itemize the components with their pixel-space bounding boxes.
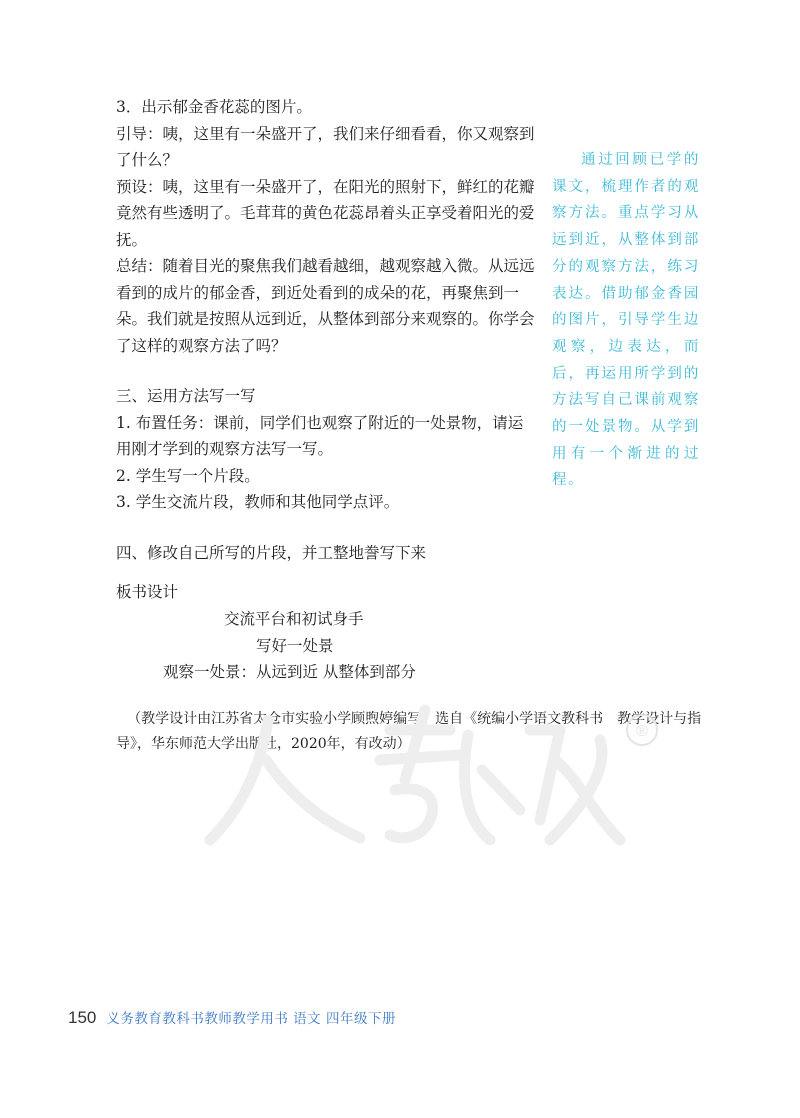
margin-note-text: 通过回顾已学的课文，梳理作者的观察方法。重点学习从远到近，从整体到部分的观察方法，练习表达。借助郁金香园的图片，引导学生边观察，边表达，而后，再运用所学到的方法写自己课前观察的一处景物。从学到用有一个渐进的过程。 — [552, 152, 700, 489]
page-footer — [68, 1007, 396, 1031]
section-3-item-3: 3. 学生交流片段，教师和其他同学点评。 — [116, 493, 400, 511]
section-3-item-2: 2. 学生写一个片段。 — [116, 466, 260, 485]
paragraph-summary: 总结：随着目光的聚焦我们越看越细，越观察越入微。从远远看到的成片的郁金香，到近处看到的成朵的花，再聚焦到一朵。我们就是按照从远到近，从整体到部分来观察的。你学会了这样的观察方法了吗？ — [116, 257, 535, 355]
book-title: 义务教育教科书教师教学用书 语文 四年级下册 — [106, 1011, 396, 1027]
section-3-title: 三、运用方法写一写 — [116, 387, 256, 405]
citation-text: （教学设计由江苏省太仓市实验小学顾煦婷编写，选自《统编小学语文教科书 教学设计与指导》，华东师范大学出版社，2020年，有改动） — [116, 711, 702, 752]
board-design-title: 板书设计 — [116, 583, 179, 601]
board-line-2: 写好一处景 — [256, 637, 334, 655]
paragraph-show-pistil: 3．出示郁金香花蕊的图片。 — [116, 98, 312, 116]
registered-mark: ® — [636, 723, 648, 740]
publisher-watermark-logo — [200, 700, 680, 860]
spacer — [116, 359, 536, 383]
section-4-title: 四、修改自己所写的片段，并工整地誊写下来 — [116, 543, 427, 562]
spacer — [116, 516, 536, 540]
board-line-1: 交流平台和初试身手 — [224, 610, 364, 628]
paragraph-preset: 预设：咦，这里有一朵盛开了，在阳光的照射下，鲜红的花瓣竟然有些透明了。毛茸茸的黄色花蕊昂着头正享受着阳光的爱抚。 — [116, 177, 535, 249]
page-number: 150 — [68, 1008, 97, 1027]
paragraph-guide: 引导：咦，这里有一朵盛开了，我们来仔细看看，你又观察到了什么？ — [116, 124, 535, 169]
board-line-3: 观察一处景：从远到近 从整体到部分 — [163, 663, 416, 681]
main-content — [116, 94, 536, 566]
section-3-item-1: 1. 布置任务：课前，同学们也观察了附近的一处景物，请运用刚才学到的观察方法写一写。 — [116, 413, 524, 458]
margin-note — [552, 147, 700, 494]
